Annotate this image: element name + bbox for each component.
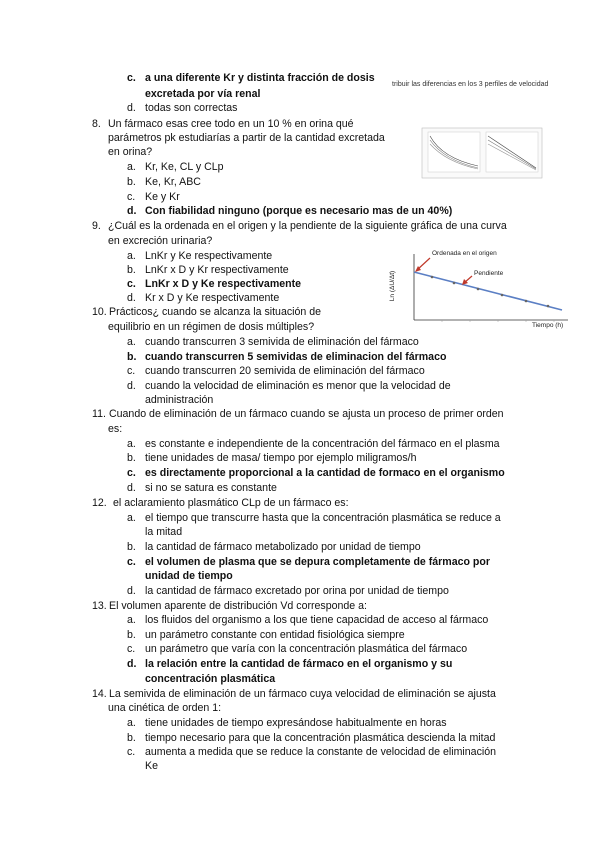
q14-option-c-text-cont: Ke (145, 760, 158, 772)
figure-label-origin: Ordenada en el origen (432, 250, 497, 257)
figure-excretion-plot (389, 248, 574, 332)
q14-option-b-text: tiempo necesario para que la concentración plasmática descienda la mitad (145, 732, 496, 744)
q10-option-d-letter: d. (127, 380, 136, 392)
figure-caption: tribuir las diferencias en los 3 perfiles de velocidad (392, 81, 549, 88)
q11-option-a-letter: a. (127, 438, 136, 450)
q9-option-a-letter: a. (127, 250, 136, 262)
figure-velocity-profiles-graphic (392, 80, 574, 198)
figure-xlabel: Tiempo (h) (532, 322, 564, 329)
q7-option-d-text: todas son correctas (145, 102, 238, 114)
q7-option-c-text-cont: excretada por vía renal (145, 88, 261, 100)
q12-option-a-text-cont: la mitad (145, 526, 183, 538)
q10-option-a-text: cuando transcurren 3 semivida de eliminación del fármaco (145, 336, 419, 348)
q11-option-d-text: si no se satura es constante (145, 482, 277, 494)
q13-number: 13. (92, 600, 107, 612)
q8-option-c-text: Ke y Kr (145, 191, 180, 203)
q9-option-c-text: LnKr x D y Ke respectivamente (145, 278, 302, 290)
q11-option-c-text: es directamente proporcional a la cantidad de formaco en el organismo (145, 467, 505, 479)
q8-option-d-letter: d. (127, 205, 137, 217)
q7-option-c-text: a una diferente Kr y distinta fracción de dosis (145, 72, 375, 84)
q8-option-c-letter: c. (127, 191, 136, 203)
q9-option-d-letter: d. (127, 292, 136, 304)
q14-option-a-letter: a. (127, 717, 136, 729)
q14-option-c-text: aumenta a medida que se reduce la constante de velocidad de eliminación (145, 746, 497, 758)
q11-question-line2: es: (108, 423, 123, 435)
q14-option-c-letter: c. (127, 746, 136, 758)
q12-option-c-text: el volumen de plasma que se depura completamente de fármaco por (145, 556, 490, 568)
q7-option-d-letter: d. (127, 102, 136, 114)
q8-question-line2: parámetros pk estudiarías a partir de la cantidad excretada (108, 132, 385, 144)
q13-option-a-text: los fluidos del organismo a los que tiene capacidad de acceso al fármaco (145, 614, 489, 626)
q8-option-a-text: Kr, Ke, CL y CLp (145, 161, 224, 173)
q11-option-d-letter: d. (127, 482, 136, 494)
q10-option-c-letter: c. (127, 365, 136, 377)
q11-option-c-letter: c. (127, 467, 136, 479)
q12-option-d-letter: d. (127, 585, 136, 597)
q8-option-b-letter: b. (127, 176, 136, 188)
q11-option-a-text: es constante e independiente de la concentración del fármaco en el plasma (145, 438, 500, 450)
q7-option-c-letter: c. (127, 72, 136, 84)
q12-option-d-text: la cantidad de fármaco excretado por orina por unidad de tiempo (145, 585, 449, 597)
q12-option-c-letter: c. (127, 556, 136, 568)
q14-question-line2: una cinética de orden 1: (108, 702, 222, 714)
q12-number: 12. (92, 497, 107, 509)
q12-option-b-letter: b. (127, 541, 136, 553)
q9-number: 9. (92, 220, 101, 232)
q8-question-line1: Un fármaco esas cree todo en un 10 % en orina qué (108, 118, 354, 130)
q13-option-d-letter: d. (127, 658, 137, 670)
q14-question-line1: La semivida de eliminación de un fármaco cuya velocidad de eliminación se ajusta (109, 688, 496, 700)
q14-option-b-letter: b. (127, 732, 136, 744)
q12-option-b-text: la cantidad de fármaco metabolizado por unidad de tiempo (145, 541, 421, 553)
q10-question-line1: Prácticos¿ cuando se alcanza la situación de (109, 306, 321, 318)
q8-option-a-letter: a. (127, 161, 136, 173)
q9-option-b-text: LnKr x D y Kr respectivamente (145, 264, 289, 276)
q11-number: 11. (92, 408, 106, 420)
q10-option-c-text: cuando transcurren 20 semivida de eliminación del fármaco (145, 365, 425, 377)
q14-option-a-text: tiene unidades de tiempo expresándose habitualmente en horas (145, 717, 447, 729)
q8-option-b-text: Ke, Kr, ABC (145, 176, 201, 188)
figure-ylabel: Ln (ΔU/Δt) (389, 270, 397, 302)
q13-option-a-letter: a. (127, 614, 136, 626)
q12-option-c-text-cont: unidad de tiempo (145, 570, 233, 582)
q13-option-b-letter: b. (127, 629, 136, 641)
q10-number: 10. (92, 306, 107, 318)
q12-option-a-letter: a. (127, 512, 136, 524)
q10-option-d-text-cont: administración (145, 394, 214, 406)
q13-option-c-text: un parámetro que varía con la concentración plasmática del fármaco (145, 643, 468, 655)
q10-option-d-text: cuando la velocidad de eliminación es menor que la velocidad de (145, 380, 451, 392)
q9-option-c-letter: c. (127, 278, 136, 290)
q12-question-line1: el aclaramiento plasmático CLp de un fármaco es: (113, 497, 349, 509)
q10-option-b-text: cuando transcurren 5 semividas de eliminacion del fármaco (145, 351, 447, 363)
q8-number: 8. (92, 118, 101, 130)
q13-option-d-text-cont: concentración plasmática (145, 673, 276, 685)
q9-option-d-text: Kr x D y Ke respectivamente (145, 292, 280, 304)
figure-label-slope: Pendiente (474, 270, 504, 277)
q13-question-line1: El volumen aparente de distribución Vd corresponde a: (109, 600, 367, 612)
q12-option-a-text: el tiempo que transcurre hasta que la concentración plasmática se reduce a (145, 512, 501, 524)
q13-option-c-letter: c. (127, 643, 136, 655)
q8-question-line3: en orina? (108, 146, 153, 158)
q9-question-line1: ¿Cuál es la ordenada en el origen y la pendiente de la siguiente gráfica de una curva (108, 220, 507, 232)
q9-question-line2: en excreción urinaria? (108, 235, 213, 247)
q13-option-d-text: la relación entre la cantidad de fármaco en el organismo y su (145, 658, 453, 670)
q10-option-a-letter: a. (127, 336, 136, 348)
q10-option-b-letter: b. (127, 351, 137, 363)
q9-option-a-text: LnKr y Ke respectivamente (145, 250, 273, 262)
q11-question-line1: Cuando de eliminación de un fármaco cuando se ajusta un proceso de primer orden (109, 408, 504, 420)
q9-option-b-letter: b. (127, 264, 136, 276)
q11-option-b-letter: b. (127, 452, 136, 464)
q14-number: 14. (92, 688, 107, 700)
figure-excretion-plot-graphic (392, 248, 574, 332)
q10-question-line2: equilibrio en un régimen de dosis múltiples? (108, 321, 315, 333)
q13-option-b-text: un parámetro constante con entidad fisiológica siempre (145, 629, 405, 641)
q11-option-b-text: tiene unidades de masa/ tiempo por ejemplo miligramos/h (145, 452, 417, 464)
figure-velocity-profiles (392, 80, 574, 198)
q8-option-d-text: Con fiabilidad ninguno (porque es necesario mas de un 40%) (145, 205, 453, 217)
